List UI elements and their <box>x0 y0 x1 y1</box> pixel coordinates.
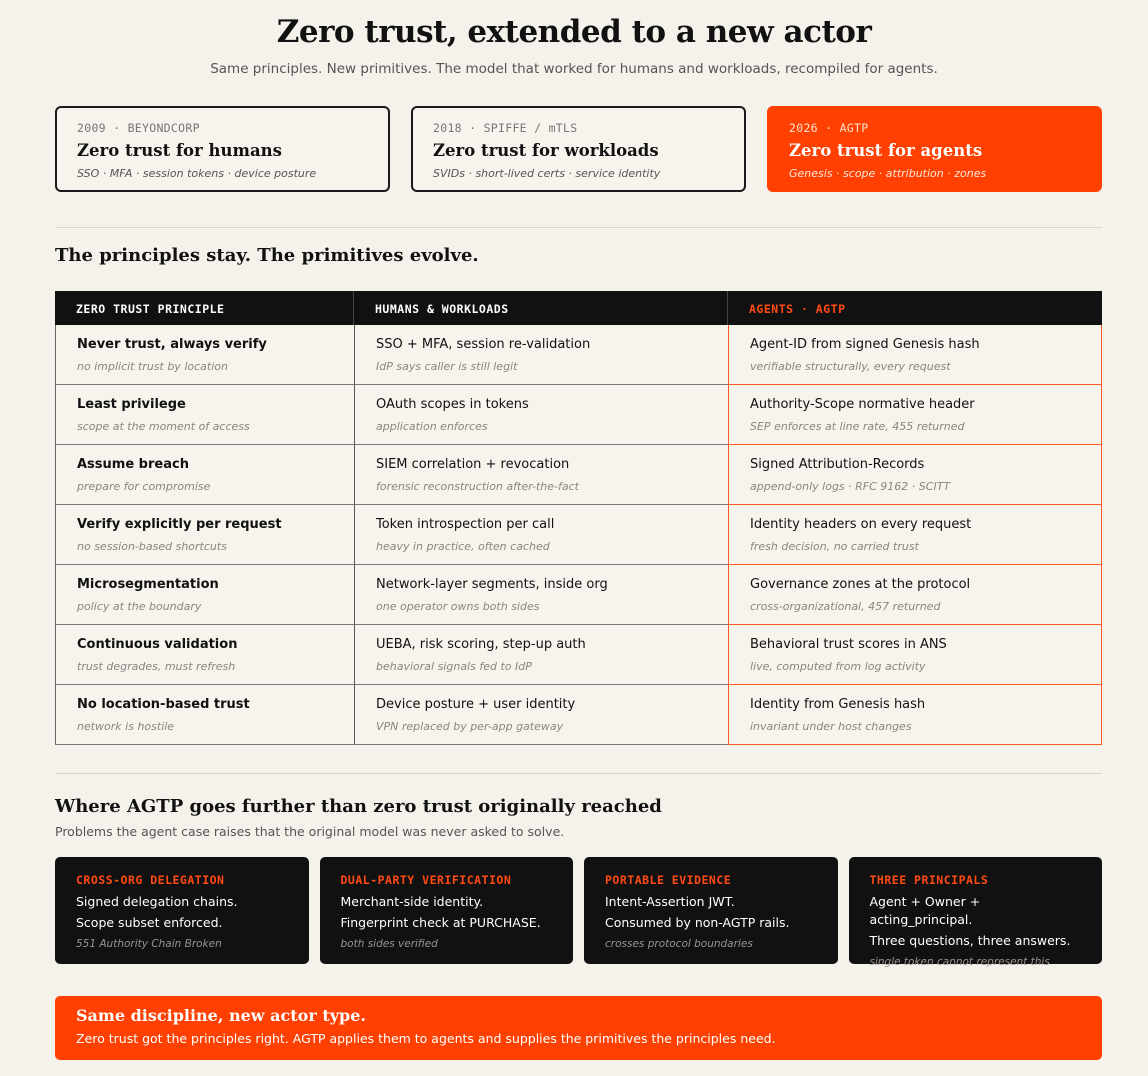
cell-note: no session-based shortcuts <box>77 540 227 553</box>
agents-cell <box>728 445 1102 505</box>
card-foot: crosses protocol boundaries <box>605 938 753 950</box>
cell-text: Signed Attribution-Records <box>750 457 925 472</box>
cell-note: forensic reconstruction after-the-fact <box>376 480 579 493</box>
cell-note: network is hostile <box>77 720 175 733</box>
era-tag: 2018 · SPIFFE / mTLS <box>433 121 578 135</box>
era-card-agents <box>767 106 1102 192</box>
principle-cell <box>55 625 354 685</box>
principles-heading: The principles stay. The primitives evolve. <box>55 245 479 266</box>
further-heading: Where AGTP goes further than zero trust originally reached <box>55 796 662 817</box>
table-row <box>55 685 1102 745</box>
cell-note: invariant under host changes <box>750 720 912 733</box>
cell-note: fresh decision, no carried trust <box>750 540 919 553</box>
cell-text: OAuth scopes in tokens <box>376 397 529 412</box>
agents-cell <box>728 625 1102 685</box>
card-tag: PORTABLE EVIDENCE <box>605 873 732 887</box>
cell-text: Microsegmentation <box>77 577 219 592</box>
cell-note: SEP enforces at line rate, 455 returned <box>750 420 965 433</box>
cell-note: prepare for compromise <box>77 480 211 493</box>
table-row <box>55 445 1102 505</box>
cell-text: Identity from Genesis hash <box>750 697 926 712</box>
cell-note: behavioral signals fed to IdP <box>376 660 532 673</box>
agents-cell <box>728 505 1102 565</box>
era-title: Zero trust for workloads <box>433 141 659 160</box>
cell-note: application enforces <box>376 420 488 433</box>
humans-cell <box>354 385 728 445</box>
table-row <box>55 625 1102 685</box>
card-line: Consumed by non-AGTP rails. <box>605 915 790 930</box>
table-row <box>55 505 1102 565</box>
cell-note: no implicit trust by location <box>77 360 228 373</box>
banner-title: Same discipline, new actor type. <box>76 1006 366 1025</box>
cell-text: Never trust, always verify <box>77 337 267 352</box>
cell-text: Network-layer segments, inside org <box>376 577 608 592</box>
agents-cell <box>728 565 1102 625</box>
humans-cell <box>354 325 728 385</box>
table-row <box>55 565 1102 625</box>
cell-note: trust degrades, must refresh <box>77 660 236 673</box>
cell-text: No location-based trust <box>77 697 250 712</box>
principle-cell <box>55 685 354 745</box>
cell-note: VPN replaced by per-app gateway <box>376 720 564 733</box>
card-foot: both sides verified <box>340 938 438 950</box>
cell-text: Least privilege <box>77 397 186 412</box>
cell-note: scope at the moment of access <box>77 420 250 433</box>
card-line: Merchant-side identity. <box>340 894 484 909</box>
era-title: Zero trust for humans <box>77 141 282 160</box>
cell-text: Agent-ID from signed Genesis hash <box>750 337 980 352</box>
cell-note: live, computed from log activity <box>750 660 926 673</box>
column-header-principle: ZERO TRUST PRINCIPLE <box>55 291 354 325</box>
card-tag: DUAL-PARTY VERIFICATION <box>340 873 512 887</box>
era-tag: 2009 · BEYONDCORP <box>77 121 200 135</box>
cell-text: Continuous validation <box>77 637 238 652</box>
table-row <box>55 385 1102 445</box>
agents-cell <box>728 325 1102 385</box>
era-title: Zero trust for agents <box>789 141 983 160</box>
humans-cell <box>354 565 728 625</box>
cell-note: policy at the boundary <box>77 600 202 613</box>
divider <box>55 227 1102 228</box>
card-line: Fingerprint check at PURCHASE. <box>340 915 541 930</box>
card-line: Intent-Assertion JWT. <box>605 894 735 909</box>
era-card-workloads <box>411 106 746 192</box>
card-tag: CROSS-ORG DELEGATION <box>76 873 225 887</box>
era-cards <box>55 106 1102 192</box>
cell-note: heavy in practice, often cached <box>376 540 550 553</box>
principle-cell <box>55 505 354 565</box>
cell-text: UEBA, risk scoring, step-up auth <box>376 637 586 652</box>
divider <box>55 773 1102 774</box>
era-card-humans <box>55 106 390 192</box>
cell-text: Behavioral trust scores in ANS <box>750 637 947 652</box>
humans-cell <box>354 625 728 685</box>
card-foot: 551 Authority Chain Broken <box>76 938 222 950</box>
column-header-agents: AGENTS · AGTP <box>749 302 846 316</box>
further-subheading: Problems the agent case raises that the original model was never asked to solve. <box>55 824 565 839</box>
card-line: Agent + Owner + acting_principal. <box>869 894 981 927</box>
era-desc: SSO · MFA · session tokens · device posture <box>77 167 317 180</box>
card-cross-org-delegation <box>55 857 309 964</box>
principle-cell <box>55 565 354 625</box>
summary-banner <box>55 996 1102 1060</box>
cell-text: SIEM correlation + revocation <box>376 457 570 472</box>
cell-text: Assume breach <box>77 457 189 472</box>
principle-cell <box>55 385 354 445</box>
era-desc: Genesis · scope · attribution · zones <box>789 167 987 180</box>
table-row <box>55 325 1102 385</box>
humans-cell <box>354 685 728 745</box>
card-line: Signed delegation chains. <box>76 894 238 909</box>
cell-text: Identity headers on every request <box>750 517 972 532</box>
agents-cell <box>728 685 1102 745</box>
table-header <box>55 291 1102 325</box>
page-title: Zero trust, extended to a new actor <box>276 14 872 50</box>
cell-text: Device posture + user identity <box>376 697 576 712</box>
principles-table <box>55 291 1102 745</box>
cell-text: Token introspection per call <box>376 517 555 532</box>
cell-note: cross-organizational, 457 returned <box>750 600 941 613</box>
cell-note: verifiable structurally, every request <box>750 360 951 373</box>
banner-text: Zero trust got the principles right. AGTP applies them to agents and supplies the primitives the principles need. <box>76 1031 776 1046</box>
cell-text: Verify explicitly per request <box>77 517 282 532</box>
cell-text: Authority-Scope normative header <box>750 397 975 412</box>
principle-cell <box>55 445 354 505</box>
card-line: Scope subset enforced. <box>76 915 223 930</box>
card-line: Three questions, three answers. <box>869 933 1071 948</box>
cell-text: Governance zones at the protocol <box>750 577 971 592</box>
card-tag: THREE PRINCIPALS <box>869 873 989 887</box>
cell-text: SSO + MFA, session re-validation <box>376 337 591 352</box>
column-header-humans: HUMANS & WORKLOADS <box>354 291 728 325</box>
table-body <box>55 325 1102 745</box>
agents-cell <box>728 385 1102 445</box>
cell-note: append-only logs · RFC 9162 · SCITT <box>750 480 951 493</box>
card-dual-party-verification <box>320 857 574 964</box>
card-foot: single token cannot represent this <box>869 956 1050 968</box>
cell-note: one operator owns both sides <box>376 600 540 613</box>
principle-cell <box>55 325 354 385</box>
era-tag: 2026 · AGTP <box>789 121 869 135</box>
card-portable-evidence <box>584 857 838 964</box>
card-three-principals <box>849 857 1103 968</box>
era-desc: SVIDs · short-lived certs · service identity <box>433 167 661 180</box>
humans-cell <box>354 445 728 505</box>
page-subtitle: Same principles. New primitives. The model that worked for humans and workloads, recompiled for agents. <box>210 61 938 77</box>
humans-cell <box>354 505 728 565</box>
capability-cards <box>55 857 1102 968</box>
cell-note: IdP says caller is still legit <box>376 360 518 373</box>
